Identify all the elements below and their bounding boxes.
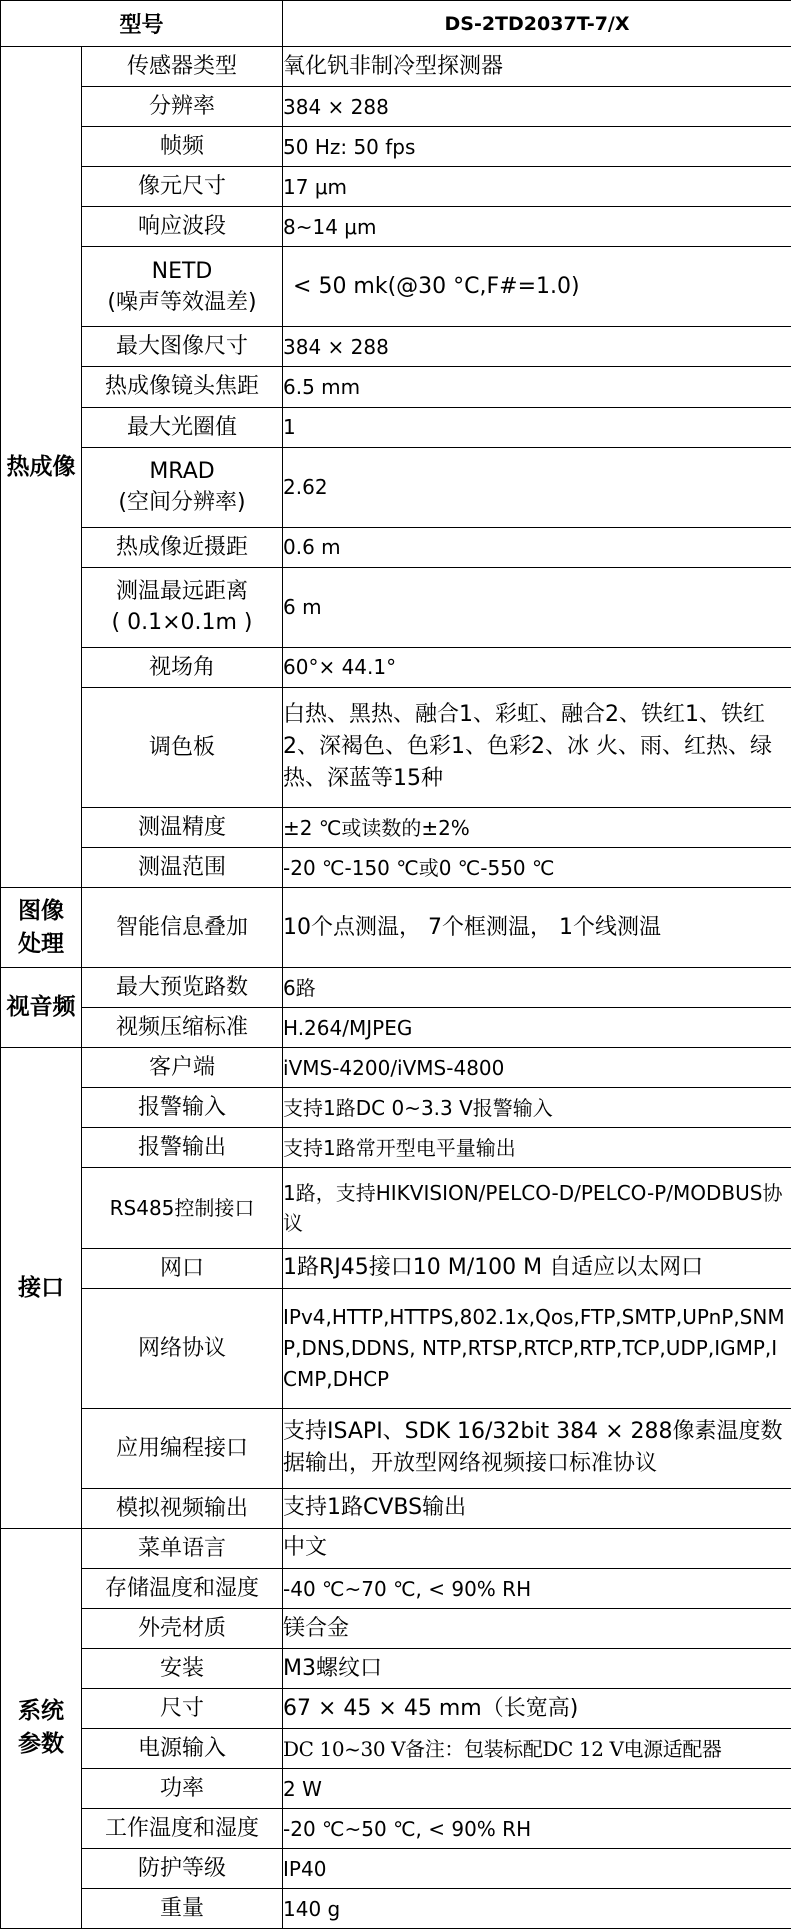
spec-label: RS485控制接口 <box>82 1168 283 1248</box>
spec-value: H.264/MJPEG <box>283 1008 791 1048</box>
table-row <box>1 327 791 367</box>
spec-value: 6 m <box>283 567 791 647</box>
spec-label: 报警输入 <box>82 1088 283 1128</box>
spec-label: 菜单语言 <box>82 1528 283 1568</box>
table-row <box>1 1609 791 1649</box>
spec-label: NETD (噪声等效温差) <box>82 247 283 327</box>
header-row <box>1 1 791 47</box>
spec-value: 50 Hz: 50 fps <box>283 127 791 167</box>
spec-value: 6.5 mm <box>283 367 791 407</box>
table-row <box>1 848 791 888</box>
model-header-label: 型号 <box>1 1 283 47</box>
model-header-value: DS-2TD2037T-7/X <box>283 1 791 47</box>
spec-label: 测温范围 <box>82 848 283 888</box>
spec-label: 存储温度和湿度 <box>82 1569 283 1609</box>
spec-label: 客户端 <box>82 1048 283 1088</box>
spec-label: 网络协议 <box>82 1288 283 1408</box>
spec-label: 热成像近摄距 <box>82 527 283 567</box>
spec-value: 支持1路CVBS输出 <box>283 1488 791 1528</box>
spec-label: 功率 <box>82 1769 283 1809</box>
spec-value: IP40 <box>283 1849 791 1889</box>
table-row <box>1 207 791 247</box>
table-row <box>1 1408 791 1488</box>
spec-value: 6路 <box>283 968 791 1008</box>
spec-label: 像元尺寸 <box>82 167 283 207</box>
spec-value: -20 ℃~50 ℃, < 90% RH <box>283 1809 791 1849</box>
table-row <box>1 1168 791 1248</box>
category-cell-av: 视音频 <box>1 968 82 1048</box>
table-row <box>1 47 791 87</box>
spec-value: IPv4,HTTP,HTTPS,802.1x,Qos,FTP,SMTP,UPnP,SNMP,DNS,DDNS, NTP,RTSP,RTCP,RTP,TCP,UDP,IGMP,ICMP,DHCP <box>283 1288 791 1408</box>
table-row <box>1 1809 791 1849</box>
table-row <box>1 1008 791 1048</box>
category-cell-system: 系统 参数 <box>1 1528 82 1928</box>
spec-label: 测温最远距离 ( 0.1×0.1m ) <box>82 567 283 647</box>
category-cell-interface: 接口 <box>1 1048 82 1529</box>
spec-value: 1 <box>283 407 791 447</box>
table-row <box>1 1488 791 1528</box>
table-row <box>1 367 791 407</box>
spec-label: 分辨率 <box>82 87 283 127</box>
spec-value: 白热、黑热、融合1、彩虹、融合2、铁红1、铁红2、深褐色、色彩1、色彩2、冰 火、雨、红热、绿热、深蓝等15种 <box>283 687 791 807</box>
table-row <box>1 1288 791 1408</box>
table-row <box>1 167 791 207</box>
table-row <box>1 808 791 848</box>
table-row <box>1 1528 791 1568</box>
table-row <box>1 1849 791 1889</box>
table-row <box>1 1048 791 1088</box>
spec-label: 电源输入 <box>82 1729 283 1769</box>
spec-value: 60°× 44.1° <box>283 647 791 687</box>
spec-value: iVMS-4200/iVMS-4800 <box>283 1048 791 1088</box>
table-row <box>1 407 791 447</box>
spec-label: 安装 <box>82 1649 283 1689</box>
table-row <box>1 1569 791 1609</box>
spec-value: 0.6 m <box>283 527 791 567</box>
spec-value: 1路，支持HIKVISION/PELCO-D/PELCO-P/MODBUS协议 <box>283 1168 791 1248</box>
spec-value: 氧化钒非制冷型探测器 <box>283 47 791 87</box>
table-row <box>1 127 791 167</box>
spec-value: 8~14 μm <box>283 207 791 247</box>
spec-label: 调色板 <box>82 687 283 807</box>
table-row <box>1 1729 791 1769</box>
spec-label: 传感器类型 <box>82 47 283 87</box>
spec-label: 重量 <box>82 1889 283 1929</box>
table-row <box>1 447 791 527</box>
table-row <box>1 647 791 687</box>
spec-value: 支持1路DC 0~3.3 V报警输入 <box>283 1088 791 1128</box>
spec-label: 防护等级 <box>82 1849 283 1889</box>
spec-value: 10个点测温， 7个框测温， 1个线测温 <box>283 888 791 968</box>
spec-label: 视场角 <box>82 647 283 687</box>
spec-value: -20 ℃-150 ℃或0 ℃-550 ℃ <box>283 848 791 888</box>
spec-value: -40 ℃~70 ℃, < 90% RH <box>283 1569 791 1609</box>
spec-value: 384 × 288 <box>283 327 791 367</box>
spec-label: 模拟视频输出 <box>82 1488 283 1528</box>
spec-label: 最大光圈值 <box>82 407 283 447</box>
spec-value: 镁合金 <box>283 1609 791 1649</box>
spec-label: 智能信息叠加 <box>82 888 283 968</box>
spec-value: 140 g <box>283 1889 791 1929</box>
spec-label: 外壳材质 <box>82 1609 283 1649</box>
category-cell-image-processing: 图像 处理 <box>1 888 82 968</box>
spec-value: 支持1路常开型电平量输出 <box>283 1128 791 1168</box>
table-row <box>1 567 791 647</box>
spec-label: 测温精度 <box>82 808 283 848</box>
spec-value: 384 × 288 <box>283 87 791 127</box>
spec-value: 1路RJ45接口10 M/100 M 自适应以太网口 <box>283 1248 791 1288</box>
spec-value: 2.62 <box>283 447 791 527</box>
table-row <box>1 1769 791 1809</box>
spec-value: 2 W <box>283 1769 791 1809</box>
spec-value: M3螺纹口 <box>283 1649 791 1689</box>
spec-value: 支持ISAPI、SDK 16/32bit 384 × 288像素温度数据输出，开放型网络视频接口标准协议 <box>283 1408 791 1488</box>
spec-value: DC 10~30 V备注：包装标配DC 12 V电源适配器 <box>283 1729 791 1769</box>
spec-label: 热成像镜头焦距 <box>82 367 283 407</box>
table-row <box>1 1128 791 1168</box>
spec-value: < 50 mk(@30 °C,F#=1.0) <box>283 247 791 327</box>
spec-label: 最大预览路数 <box>82 968 283 1008</box>
table-row <box>1 87 791 127</box>
spec-label: 响应波段 <box>82 207 283 247</box>
spec-label: 报警输出 <box>82 1128 283 1168</box>
spec-value: 中文 <box>283 1528 791 1568</box>
spec-label: 最大图像尺寸 <box>82 327 283 367</box>
spec-value: 17 μm <box>283 167 791 207</box>
spec-label: 网口 <box>82 1248 283 1288</box>
spec-label: 帧频 <box>82 127 283 167</box>
spec-label: 工作温度和湿度 <box>82 1809 283 1849</box>
table-row <box>1 888 791 968</box>
table-row <box>1 1088 791 1128</box>
spec-label: 视频压缩标准 <box>82 1008 283 1048</box>
spec-label: MRAD (空间分辨率) <box>82 447 283 527</box>
table-row <box>1 968 791 1008</box>
spec-label: 尺寸 <box>82 1689 283 1729</box>
spec-value: ±2 ℃或读数的±2% <box>283 808 791 848</box>
table-row <box>1 1889 791 1929</box>
spec-label: 应用编程接口 <box>82 1408 283 1488</box>
table-row <box>1 1649 791 1689</box>
table-row <box>1 687 791 807</box>
spec-value: 67 × 45 × 45 mm（长宽高) <box>283 1689 791 1729</box>
table-row <box>1 247 791 327</box>
table-row <box>1 1248 791 1288</box>
table-row <box>1 1689 791 1729</box>
table-row <box>1 527 791 567</box>
category-cell-thermal: 热成像 <box>1 47 82 888</box>
